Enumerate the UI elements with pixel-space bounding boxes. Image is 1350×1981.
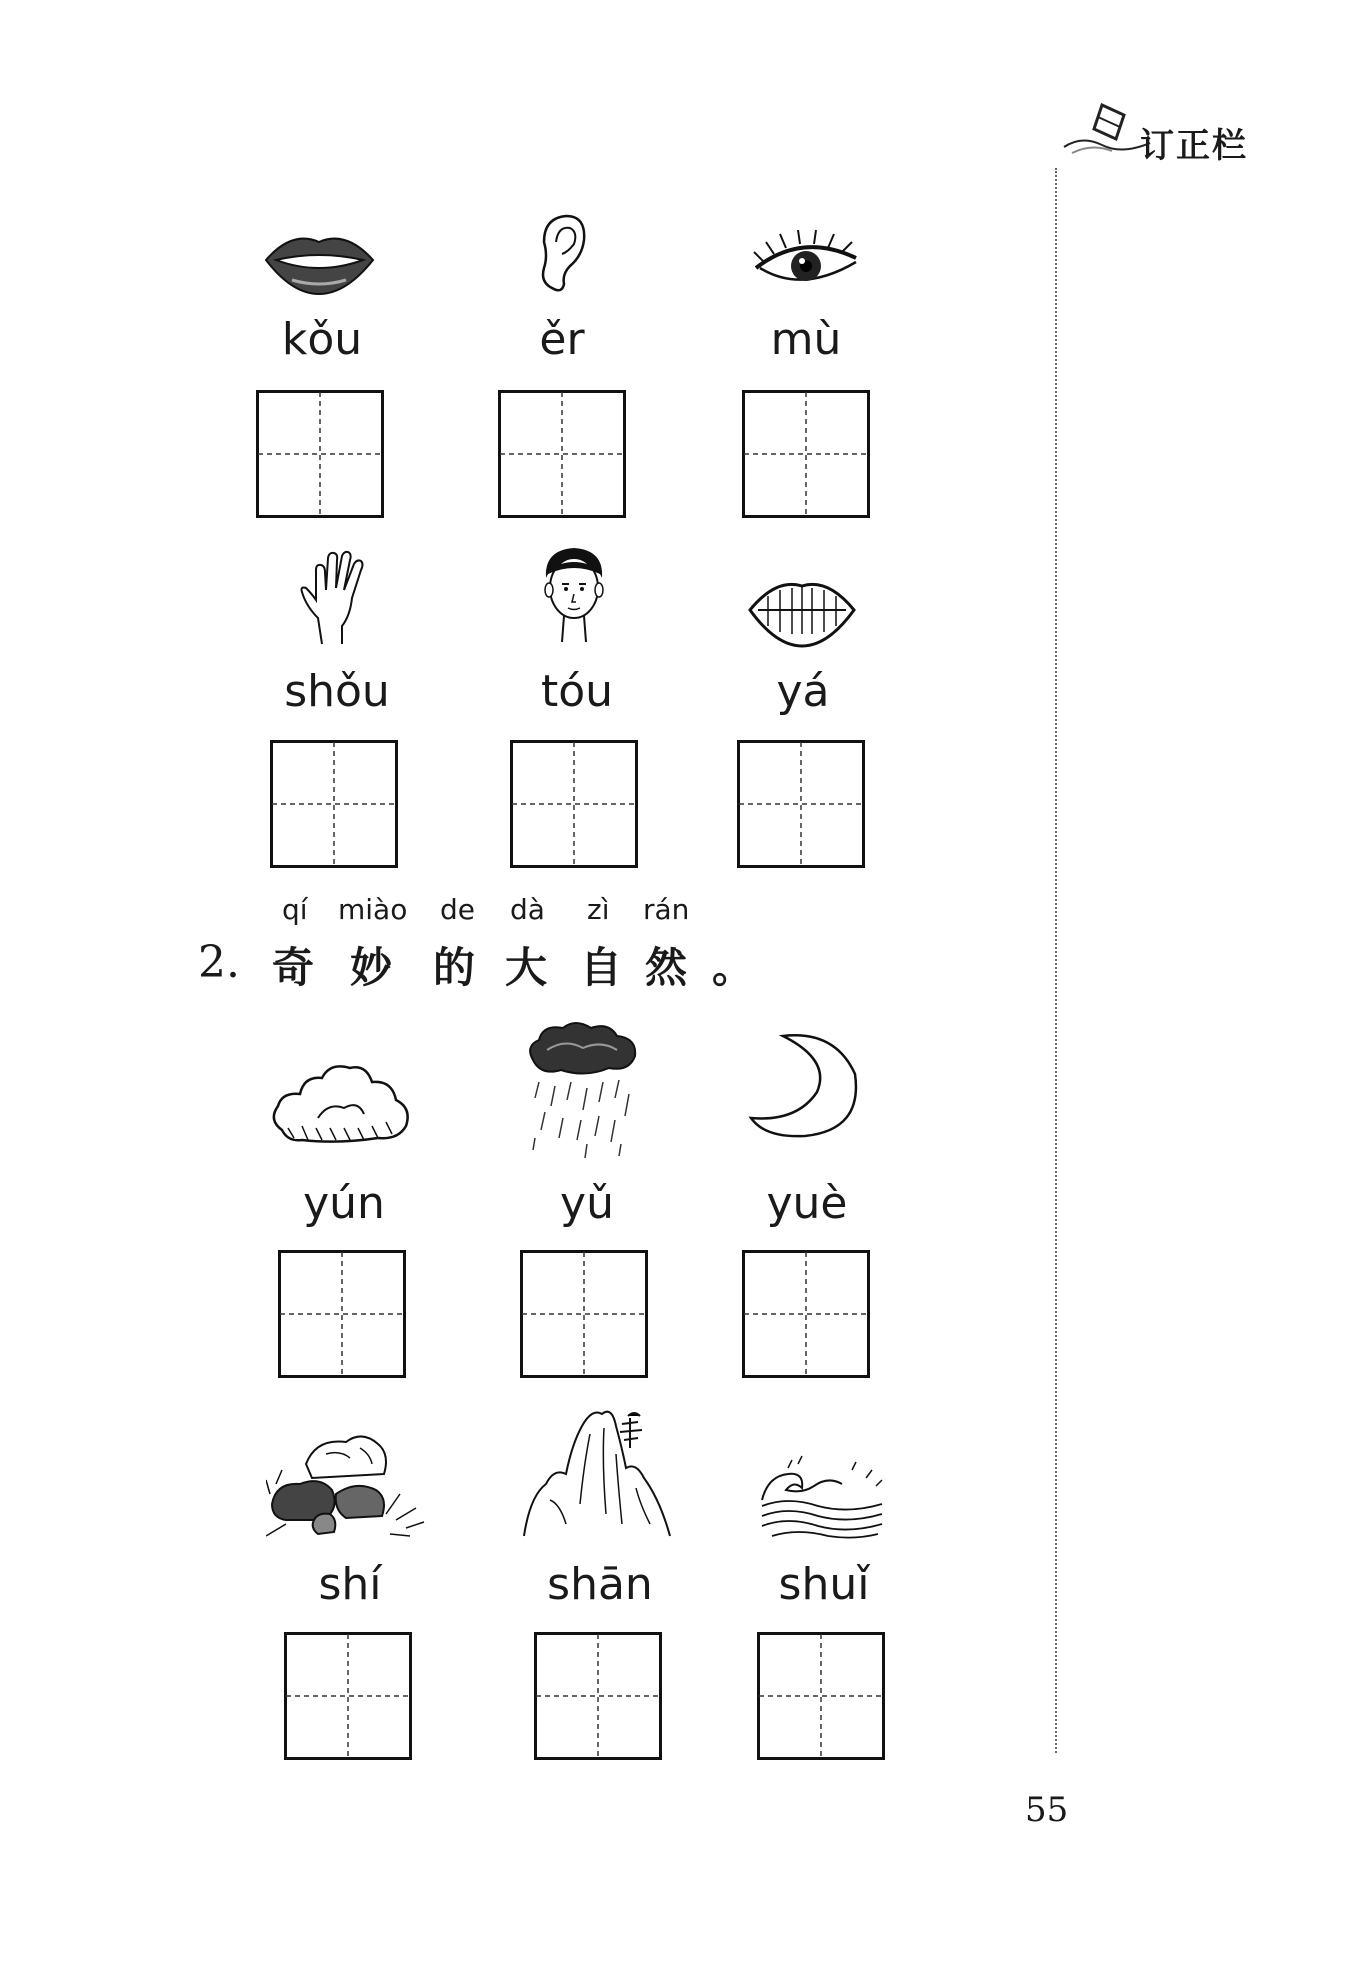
pinyin-shan: shān (547, 1559, 653, 1610)
hand-icon (298, 548, 373, 652)
pinyin-yun: yún (303, 1178, 385, 1229)
ear-icon (530, 212, 590, 300)
section-number: 2. (198, 937, 240, 988)
pinyin-yu: yǔ (560, 1178, 614, 1229)
title-char-ran: 然 (645, 943, 688, 992)
rain-icon (525, 1020, 641, 1164)
pinyin-er: ěr (539, 314, 585, 365)
title-period: 。 (712, 943, 755, 992)
writing-grid-shui[interactable] (757, 1632, 885, 1760)
title-char-da: 大 (505, 943, 548, 992)
pinyin-yue: yuè (766, 1178, 848, 1229)
pinyin-kou: kǒu (281, 314, 363, 365)
title-char-zi: 自 (580, 943, 623, 992)
title-pinyin-zi: zì (587, 893, 610, 926)
title-pinyin-miao: miào (338, 893, 408, 926)
title-pinyin-da: dà (510, 893, 545, 926)
pinyin-shi: shí (318, 1559, 382, 1610)
writing-grid-kou[interactable] (256, 390, 384, 518)
pinyin-mu: mù (770, 314, 842, 365)
writing-grid-ya[interactable] (737, 740, 865, 868)
writing-grid-tou[interactable] (510, 740, 638, 868)
title-char-de: 的 (433, 943, 476, 992)
writing-grid-er[interactable] (498, 390, 626, 518)
correction-column-title: 订正栏 (1140, 126, 1248, 166)
mouth-icon (262, 228, 377, 302)
writing-grid-shan[interactable] (534, 1632, 662, 1760)
head-icon (536, 544, 612, 650)
pinyin-shui: shuǐ (778, 1559, 870, 1610)
title-pinyin-ran: rán (643, 893, 690, 926)
title-pinyin-de: de (440, 893, 475, 926)
mountain-icon (520, 1404, 676, 1544)
pinyin-ya: yá (776, 666, 830, 717)
writing-grid-yue[interactable] (742, 1250, 870, 1378)
writing-grid-shi[interactable] (284, 1632, 412, 1760)
water-icon (758, 1450, 886, 1544)
pinyin-tou: tóu (540, 666, 614, 717)
page-number: 55 (1025, 1790, 1069, 1830)
correction-column-divider (1055, 168, 1057, 1753)
writing-grid-yun[interactable] (278, 1250, 406, 1378)
cloud-icon (268, 1058, 412, 1154)
title-char-qi: 奇 (272, 943, 315, 992)
eraser-icon (1062, 95, 1152, 169)
pinyin-shou: shǒu (284, 666, 390, 717)
teeth-icon (746, 576, 858, 652)
rocks-icon (266, 1424, 426, 1544)
eye-icon (752, 228, 862, 302)
writing-grid-yu[interactable] (520, 1250, 648, 1378)
writing-grid-mu[interactable] (742, 390, 870, 518)
writing-grid-shou[interactable] (270, 740, 398, 868)
title-char-miao: 妙 (350, 943, 393, 992)
moon-icon (745, 1030, 865, 1144)
title-pinyin-qi: qí (282, 893, 308, 926)
